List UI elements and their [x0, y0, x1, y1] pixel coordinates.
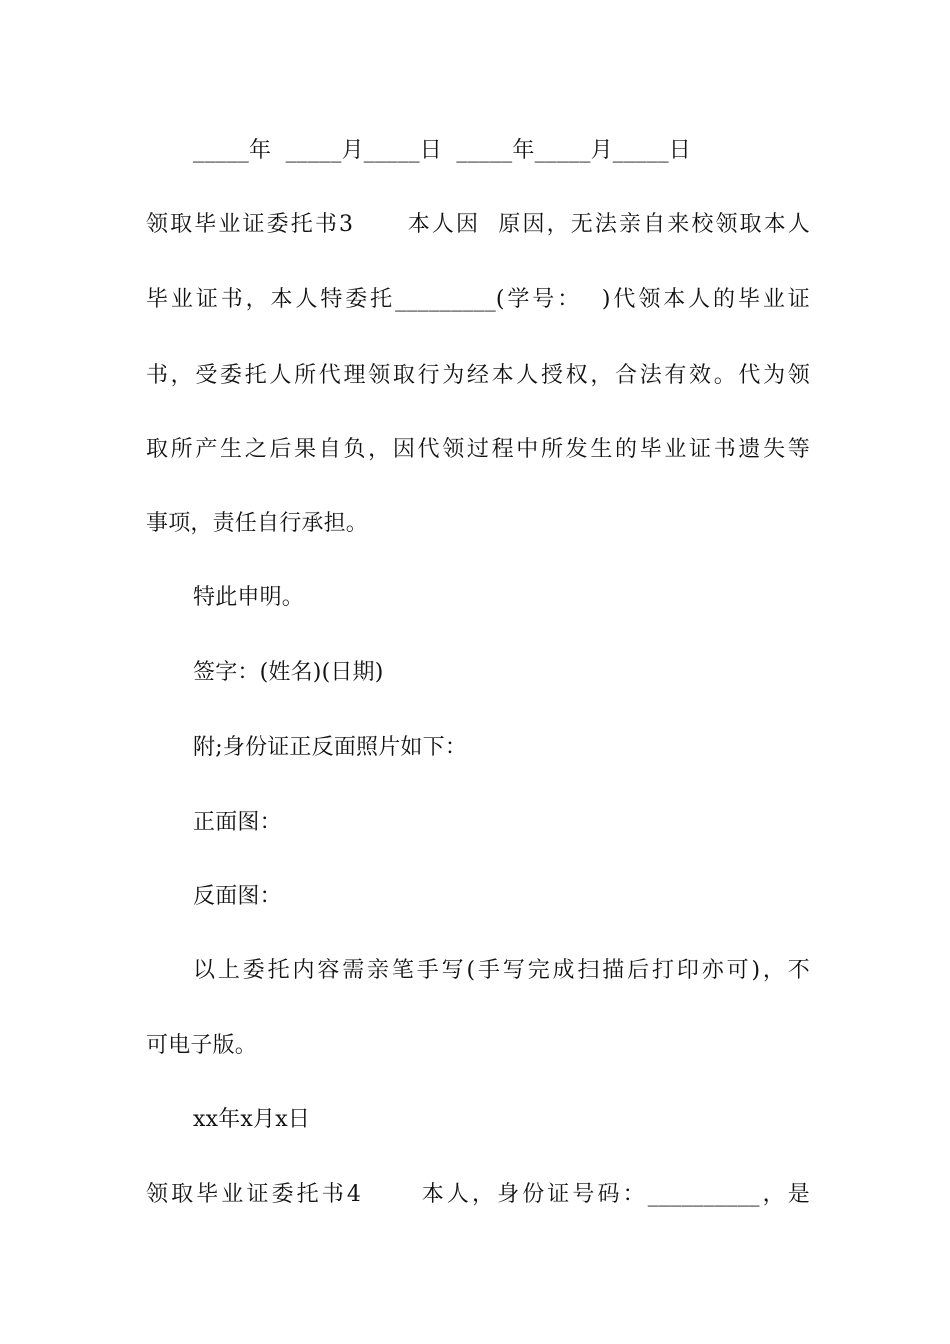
handwriting-note-line: 可电子版。	[146, 1033, 258, 1058]
letter3-body-line: 取所产生之后果自负，因代领过程中所发生的毕业证书遗失等	[146, 437, 810, 462]
attachment-line: 附;身份证正反面照片如下：	[193, 735, 468, 760]
letter3-body-line: 事项，责任自行承担。	[146, 511, 369, 536]
signature-line: 签字：(姓名)(日期)	[193, 660, 384, 685]
back-image-label: 反面图：	[193, 884, 282, 909]
letter3-heading-line: 领取毕业证委托书3 本人因 原因，无法亲自来校领取本人	[146, 212, 810, 237]
letter3-body-line: 书，受委托人所代理领取行为经本人授权，合法有效。代为领	[146, 363, 810, 388]
date-blanks-line: _____年 _____月_____日 _____年_____月_____日	[193, 138, 691, 163]
date-line: xx年x月x日	[193, 1107, 311, 1132]
declaration-line: 特此申明。	[193, 585, 305, 610]
front-image-label: 正面图：	[193, 810, 282, 835]
letter4-heading-line: 领取毕业证委托书4 本人，身份证号码：__________，是	[146, 1182, 810, 1207]
letter3-body-line: 毕业证书，本人特委托_________(学号： )代领本人的毕业证	[146, 287, 810, 312]
handwriting-note-line: 以上委托内容需亲笔手写(手写完成扫描后打印亦可)，不	[193, 958, 810, 983]
